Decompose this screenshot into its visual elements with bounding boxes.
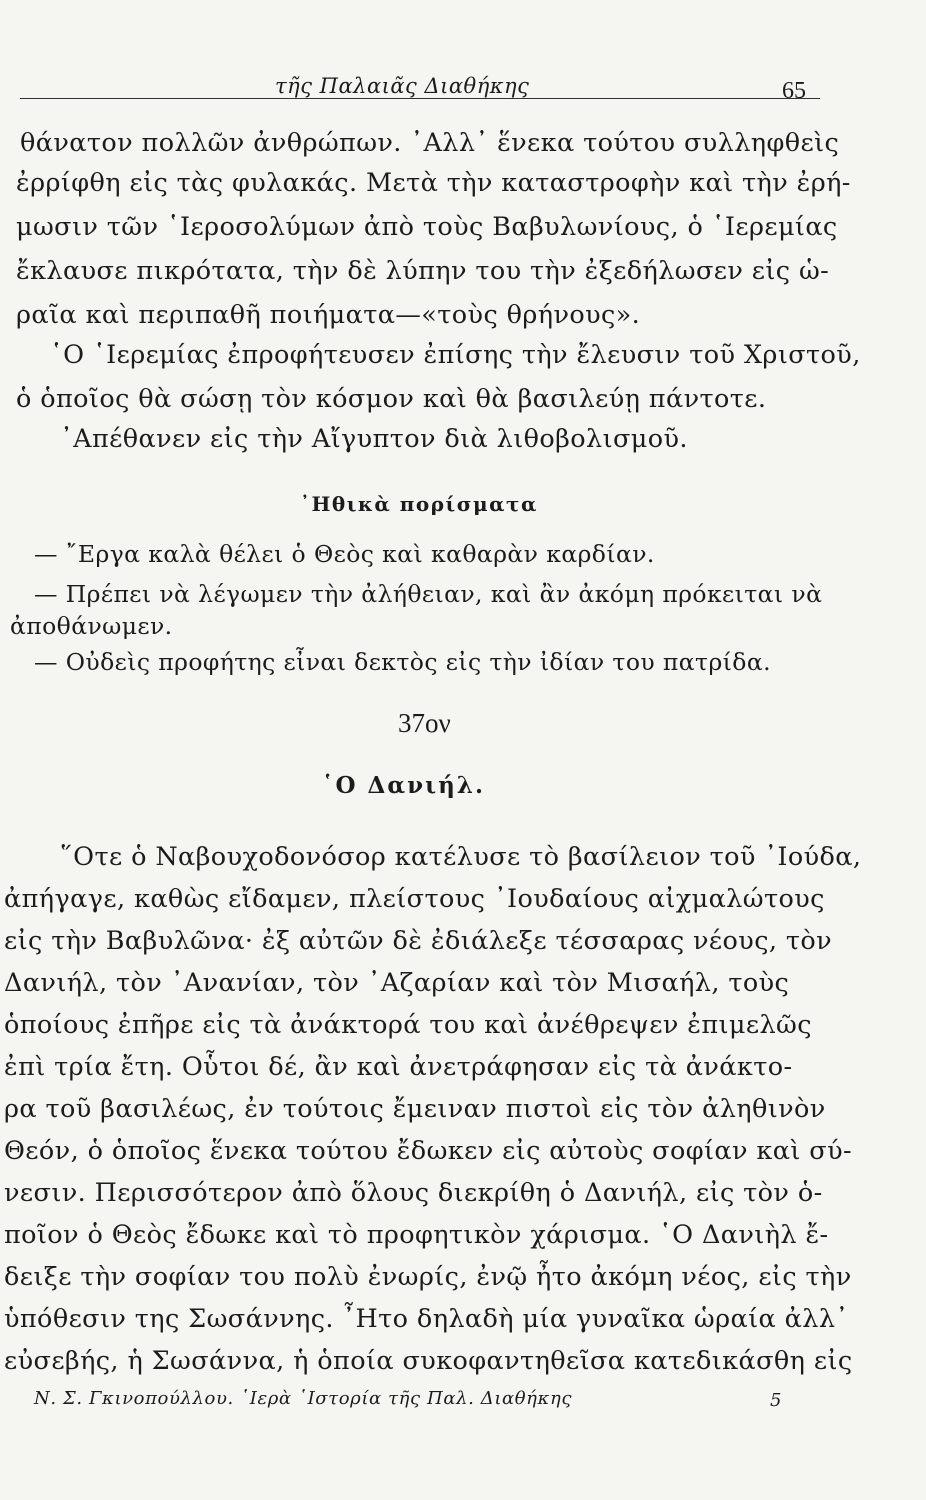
chapter-title: ῾Ο Δανιήλ. [322,772,486,799]
page-number: 65 [782,78,806,104]
chapter-number: 37ον [398,708,451,738]
text-line: ῞Οτε ὁ Ναβουχοδονόσορ κατέλυσε τὸ βασίλειον τοῦ ᾿Ιούδα, [60,842,862,872]
text-line: ἀπήγαγε, καθὼς εἴδαμεν, πλείστους ᾿Ιουδαίους αἰχμαλώτους [4,884,825,914]
text-line: ἔκλαυσε πικρότατα, τὴν δὲ λύπην του τὴν ἐξεδήλωσεν εἰς ὡ- [16,256,830,286]
text-line: ᾿Απέθανεν εἰς τὴν Αἴγυπτον διὰ λιθοβολισμοῦ. [60,424,688,454]
text-line: ραῖα καὶ περιπαθῆ ποιήματα—«τοὺς θρήνους». [16,300,641,330]
page-header [20,62,820,102]
page-footer [0,1388,926,1428]
running-title: τῆς Παλαιᾶς Διαθήκης [275,74,530,98]
moral-item: — ῎Εργα καλὰ θέλει ὁ Θεὸς καὶ καθαρὰν καρδίαν. [34,540,655,568]
text-line: ἐρρίφθη εἰς τὰς φυλακάς. Μετὰ τὴν καταστροφὴν καὶ τὴν ἐρή- [16,168,851,198]
signature-mark: 5 [770,1390,782,1411]
text-line: εἰς τὴν Βαβυλῶνα· ἐξ αὐτῶν δὲ ἐδιάλεξε τέσσαρας νέους, τὸν [4,926,833,956]
text-line: ποῖον ὁ Θεὸς ἔδωκε καὶ τὸ προφητικὸν χάρισμα. ῾Ο Δανιὴλ ἔ- [4,1220,829,1250]
text-line: νεσιν. Περισσότερον ἀπὸ ὅλους διεκρίθη ὁ Δανιήλ, εἰς τὸν ὁ- [4,1178,823,1208]
text-line: Θεόν, ὁ ὁποῖος ἕνεκα τούτου ἔδωκεν εἰς αὐτοὺς σοφίαν καὶ σύ- [4,1136,853,1166]
text-line: εὐσεβής, ἡ Σωσάννα, ἡ ὁποία συκοφαντηθεῖσα κατεδικάσθη εἰς [4,1346,853,1376]
text-line: ῾Ο ῾Ιερεμίας ἐπροφήτευσεν ἐπίσης τὴν ἔλευσιν τοῦ Χριστοῦ, [50,340,861,370]
moral-item: — Πρέπει νὰ λέγωμεν τὴν ἀλήθειαν, καὶ ἂν ἀκόμη πρόκειται νὰ [34,580,823,608]
text-line: ὁ ὁποῖος θὰ σώσῃ τὸν κόσμον καὶ θὰ βασιλεύῃ πάντοτε. [16,384,767,414]
text-line: ὁποίους ἐπῆρε εἰς τὰ ἀνάκτορά του καὶ ἀνέθρεψεν ἐπιμελῶς [4,1010,812,1040]
text-line: ρα τοῦ βασιλέως, ἐν τούτοις ἔμειναν πιστοὶ εἰς τὸν ἀληθινὸν [4,1094,826,1124]
moral-item: — Οὐδεὶς προφήτης εἶναι δεκτὸς εἰς τὴν ἰδίαν του πατρίδα. [34,648,771,676]
text-line: ὑπόθεσιν της Σωσάννης. ῏Ητο δηλαδὴ μία γυναῖκα ὡραία ἀλλ᾿ [4,1304,849,1334]
text-line: δειξε τὴν σοφίαν του πολὺ ἐνωρίς, ἐνῷ ἦτο ἀκόμη νέος, εἰς τὴν [4,1262,852,1292]
text-line: Δανιήλ, τὸν ᾿Ανανίαν, τὸν ᾿Αζαρίαν καὶ τὸν Μισαήλ, τοὺς [4,968,790,998]
header-rule [20,98,820,99]
text-line: ἐπὶ τρία ἔτη. Οὗτοι δέ, ἂν καὶ ἀνετράφησαν εἰς τὰ ἀνάκτο- [4,1052,793,1082]
footer-text: Ν. Σ. Γκινοπούλλου. ῾Ιερὰ ῾Ιστορία τῆς Παλ. Διαθήκης [34,1388,573,1409]
moral-item-continuation: ἀποθάνωμεν. [10,612,173,640]
morals-heading: ᾿Ηθικὰ πορίσματα [300,492,538,516]
text-line: μωσιν τῶν ῾Ιεροσολύμων ἀπὸ τοὺς Βαβυλωνίους, ὁ ῾Ιερεμίας [16,212,838,242]
text-line: θάνατον πολλῶν ἀνθρώπων. ᾿Αλλ᾿ ἕνεκα τούτου συλληφθεὶς [20,128,840,158]
